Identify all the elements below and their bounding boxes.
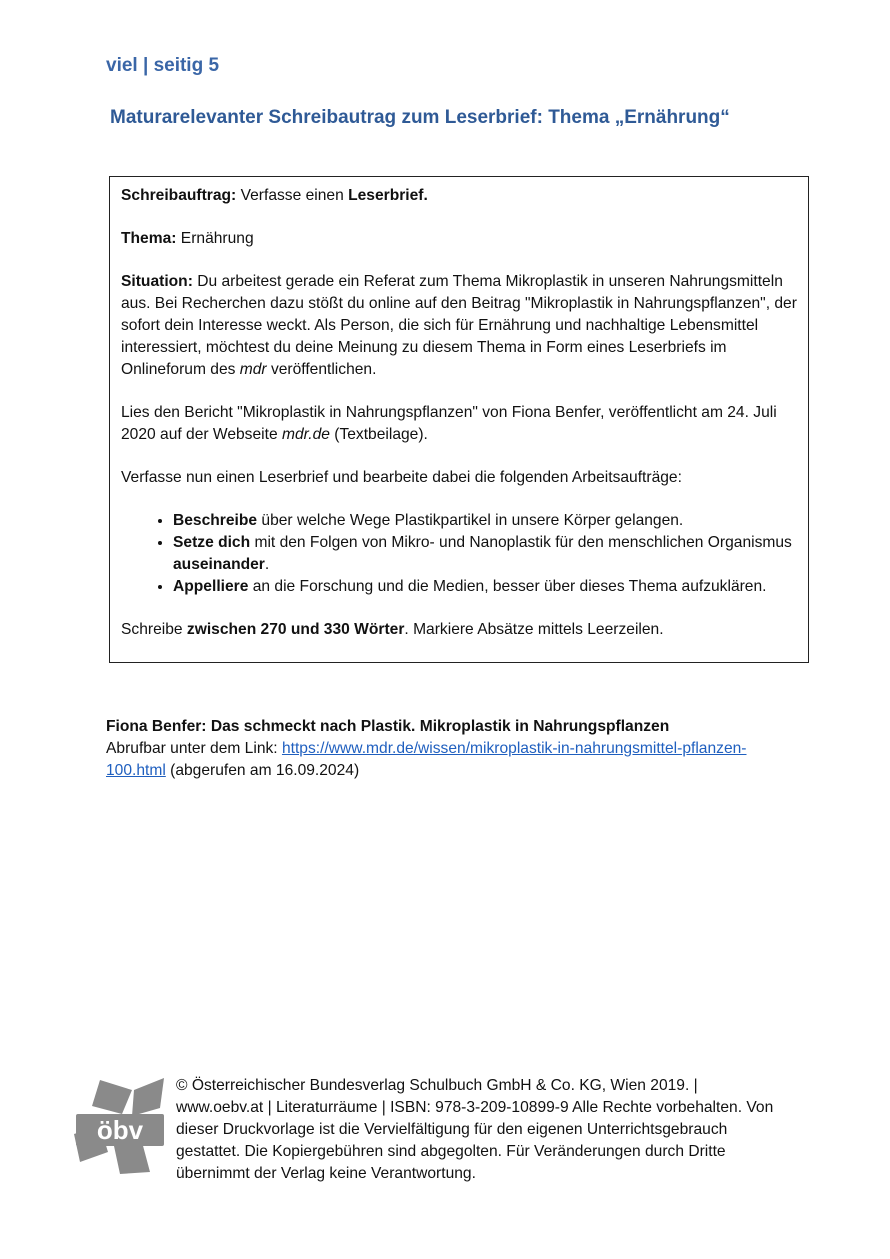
copyright-notice: © Österreichischer Bundesverlag Schulbuch GmbH & Co. KG, Wien 2019. | www.oebv.at | Literaturräume | ISBN: 978-3-209-10899-9 Alle Rechte vorbehalten. Von dieser Druckvorlage ist die Vervielfältigung für den eigenen Unterrichtsgebrauch gestattet. Die Kopiergebühren sind abgegolten. Für Veränderungen durch Dritte übernimmt der Verlag keine Verantwortung.: [176, 1077, 774, 1182]
assignment-line: [121, 185, 797, 207]
task-text: über welche Wege Plastikpartikel in unsere Körper gelangen.: [257, 512, 684, 529]
word-count-text: Schreibe: [121, 621, 187, 638]
topic-label: Thema:: [121, 230, 177, 247]
assignment-box: [109, 176, 809, 663]
header-label: viel | seitig 5: [106, 55, 220, 76]
logo-text: öbv: [96, 1115, 144, 1145]
word-count-range: zwischen 270 und 330 Wörter: [186, 621, 405, 638]
source-link[interactable]: https://www.mdr.de/wissen/mikroplastik-in-nahrungsmittel-pflanzen-100.html: [106, 740, 747, 779]
situation-label: Situation:: [121, 273, 193, 290]
reading-text-end: (Textbeilage).: [329, 426, 428, 443]
assignment-text: Verfasse einen: [236, 187, 349, 204]
source-reference: [106, 716, 806, 782]
task-verb: Setze dich: [173, 534, 251, 551]
word-count-line: [121, 619, 797, 641]
topic-text: Ernährung: [176, 230, 254, 247]
assignment-label: Schreibauftrag:: [121, 187, 237, 204]
task-text: mit den Folgen von Mikro- und Nanoplastik für den menschlichen Organismus: [250, 534, 792, 551]
source-title: Fiona Benfer: Das schmeckt nach Plastik. Mikroplastik in Nahrungspflanzen: [106, 718, 670, 735]
reading-site: mdr.de: [281, 426, 330, 443]
instructions-intro: Verfasse nun einen Leserbrief und bearbeite dabei die folgenden Arbeitsaufträge:: [121, 469, 682, 486]
list-item: [173, 510, 797, 532]
source-link-line: [106, 738, 806, 782]
situation-text: Du arbeitest gerade ein Referat zum Thema Mikroplastik in unseren Nahrungsmitteln aus. Bei Recherchen dazu stößt du online auf den Beitrag "Mikroplastik in Nahrungspflanzen", der sofort dein Interesse weckt. Als Person, die sich für Ernährung und nachhaltige Lebensmittel interessiert, möchtest du deine Meinung zu diesem Thema in Form eines Leserbriefs im Onlineforum des: [121, 273, 797, 378]
list-item: [173, 532, 797, 576]
situation-mdr: mdr: [239, 361, 267, 378]
task-verb: Appelliere: [173, 578, 249, 595]
reading-text: Lies den Bericht "Mikroplastik in Nahrungspflanzen" von Fiona Benfer, veröffentlicht am 24. Juli 2020 auf der Webseite: [121, 404, 777, 443]
situation-text-end: veröffentlichen.: [266, 361, 377, 378]
task-text-end: .: [264, 556, 270, 573]
source-access-date: (abgerufen am 16.09.2024): [165, 762, 360, 779]
assignment-type: Leserbrief.: [348, 187, 428, 204]
task-verb: Beschreibe: [173, 512, 258, 529]
word-count-text-end: . Markiere Absätze mittels Leerzeilen.: [404, 621, 664, 638]
topic-line: [121, 228, 797, 250]
task-list: [121, 510, 797, 598]
situation-paragraph: [121, 271, 797, 381]
task-text: an die Forschung und die Medien, besser über dieses Thema aufzuklären.: [248, 578, 767, 595]
source-link-prefix: Abrufbar unter dem Link:: [106, 740, 282, 757]
list-item: [173, 576, 797, 598]
reading-paragraph: [121, 402, 797, 446]
oebv-logo: [70, 1076, 170, 1176]
task-verb-2: auseinander: [173, 556, 265, 573]
page-title: Maturarelevanter Schreibautrag zum Leserbrief: Thema „Ernährung“: [110, 107, 730, 128]
